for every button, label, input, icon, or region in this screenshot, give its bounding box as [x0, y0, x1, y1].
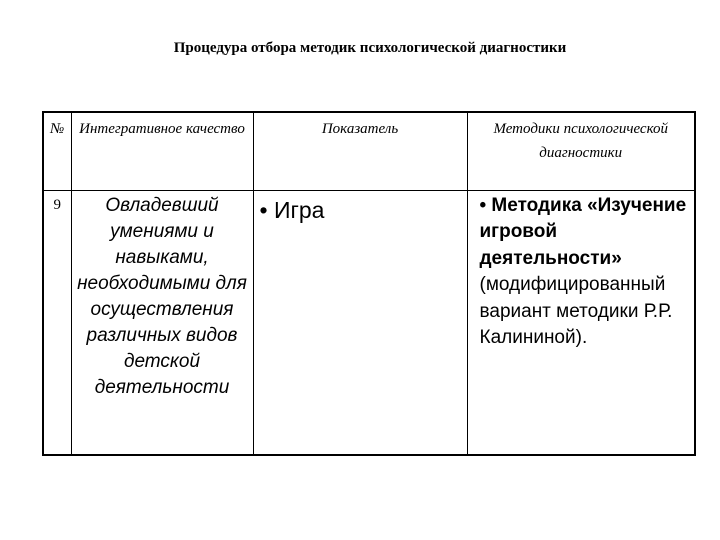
method-title: • Методика «Изучение игровой деятельности»: [479, 194, 687, 269]
header-quality: Интегративное качество: [71, 112, 253, 190]
header-number: №: [43, 112, 71, 190]
header-methods: Методики психологической диагностики: [467, 112, 695, 190]
method-note: (модифицированный вариант методики Р.Р. Калининой).: [479, 274, 673, 348]
row-indicator: • Игра: [253, 190, 467, 455]
table-row: [43, 190, 695, 455]
table-header-row: [43, 112, 695, 190]
row-methods: [467, 190, 695, 455]
row-quality: Овладевший умениями и навыками, необходимыми для осуществления различных видов детской деятельности: [71, 190, 253, 455]
page-title: Процедура отбора методик психологической диагностики: [173, 40, 567, 56]
methods-table: [42, 111, 696, 456]
header-indicator: Показатель: [253, 112, 467, 190]
row-number: 9: [43, 190, 71, 455]
